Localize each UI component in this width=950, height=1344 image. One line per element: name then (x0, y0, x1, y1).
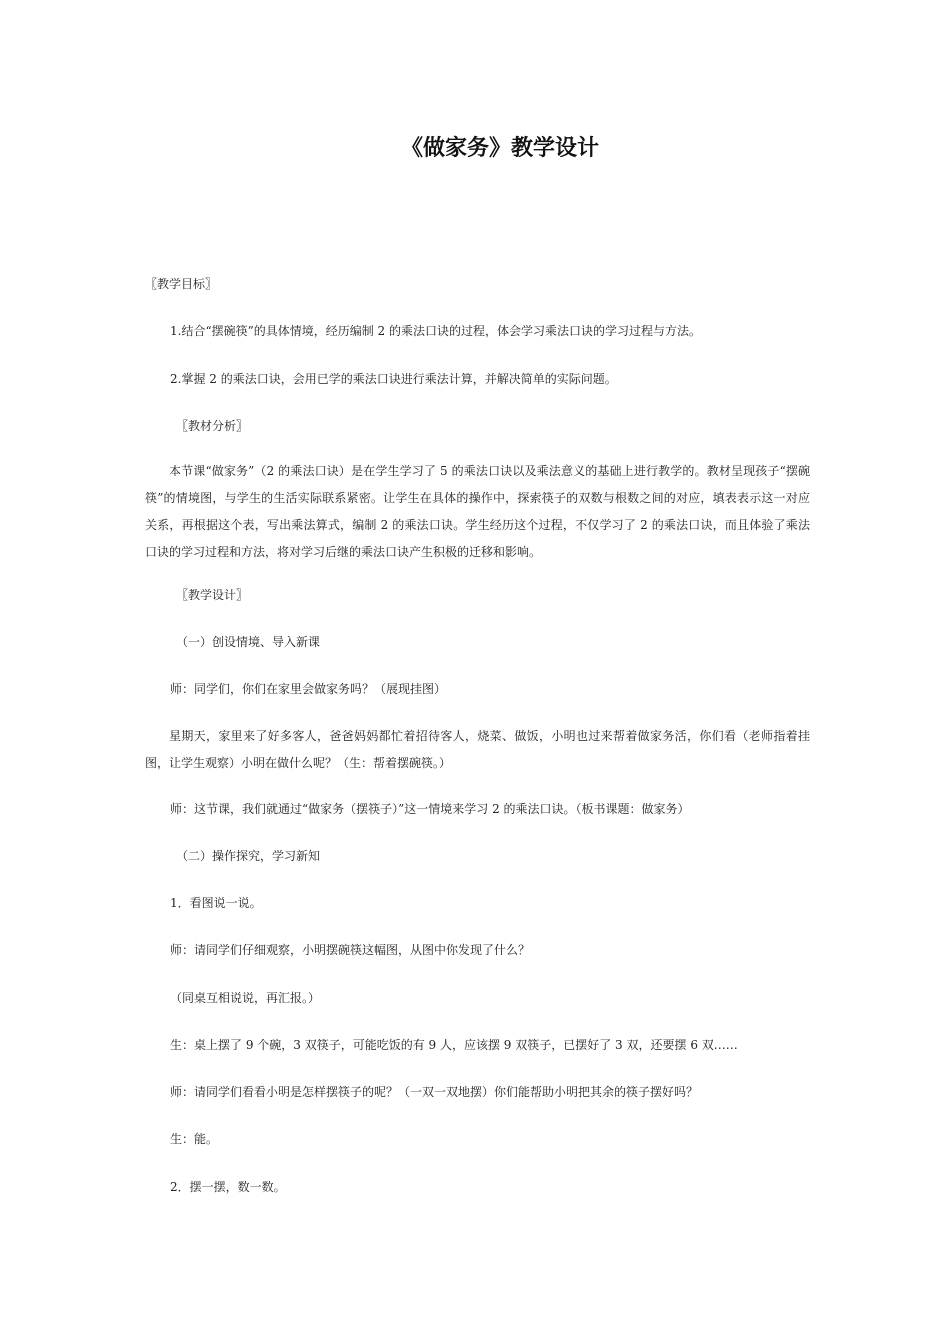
step-heading-2: 2．摆一摆，数一数。 (170, 1180, 286, 1194)
section-heading-1: （一）创设情境、导入新课 (176, 635, 321, 649)
document-title: 《做家务》教学设计 (400, 136, 599, 161)
heading-material-analysis: 〖教材分析〗 (176, 419, 249, 433)
story-paragraph: 星期天，家里来了好多客人，爸爸妈妈都忙着招待客人，烧菜、做饭，小明也过来帮着做家务活，你们看（老师指着挂图，让学生观察）小明在做什么呢？（生：帮着摆碗筷。） (145, 729, 810, 770)
dialogue-student-1: 生：桌上摆了 9 个碗，3 双筷子，可能吃饭的有 9 人，应该摆 9 双筷子，已摆好了 3 双，还要摆 6 双…… (170, 1038, 738, 1052)
analysis-paragraph: 本节课“做家务”（2 的乘法口诀）是在学生学习了 5 的乘法口诀以及乘法意义的基础上进行教学的。教材呈现孩子“摆碗筷”的情境图，与学生的生活实际联系紧密。让学生在具体的操作中，探索筷子的双数与根数之间的对应，填表表示这一对应关系，再根据这个表，写出乘法算式，编制 2 的乘法口诀。学生经历这个过程，不仅学习了 2 的乘法口诀，而且体验了乘法口诀的学习过程和方法，将对学习后继的乘法口诀产生积极的迁移和影响。 (145, 464, 810, 559)
step-heading-1: 1．看图说一说。 (170, 896, 262, 910)
section-heading-2: （二）操作探究，学习新知 (176, 849, 321, 863)
dialogue-teacher-1: 师：同学们，你们在家里会做家务吗？（展现挂图） (170, 682, 447, 696)
dialogue-student-2: 生：能。 (170, 1132, 219, 1146)
note-line: （同桌互相说说，再汇报。） (170, 991, 321, 1005)
dialogue-teacher-3: 师：请同学们仔细观察，小明摆碗筷这幅图，从图中你发现了什么？ (170, 943, 531, 957)
heading-teaching-design: 〖教学设计〗 (176, 588, 249, 602)
goal-item-2: 2.掌握 2 的乘法口诀，会用已学的乘法口诀进行乘法计算，并解决简单的实际问题。 (170, 372, 617, 386)
heading-teaching-goals: 〖教学目标〗 (145, 277, 218, 291)
dialogue-teacher-4: 师：请同学们看看小明是怎样摆筷子的呢？（一双一双地摆）你们能帮助小明把其余的筷子摆好吗？ (170, 1085, 699, 1099)
goal-item-1: 1.结合“摆碗筷”的具体情境，经历编制 2 的乘法口诀的过程，体会学习乘法口诀的学习过程与方法。 (170, 324, 701, 338)
dialogue-teacher-2: 师：这节课，我们就通过“做家务（摆筷子）”这一情境来学习 2 的乘法口诀。（板书课题：做家务） (170, 802, 690, 816)
